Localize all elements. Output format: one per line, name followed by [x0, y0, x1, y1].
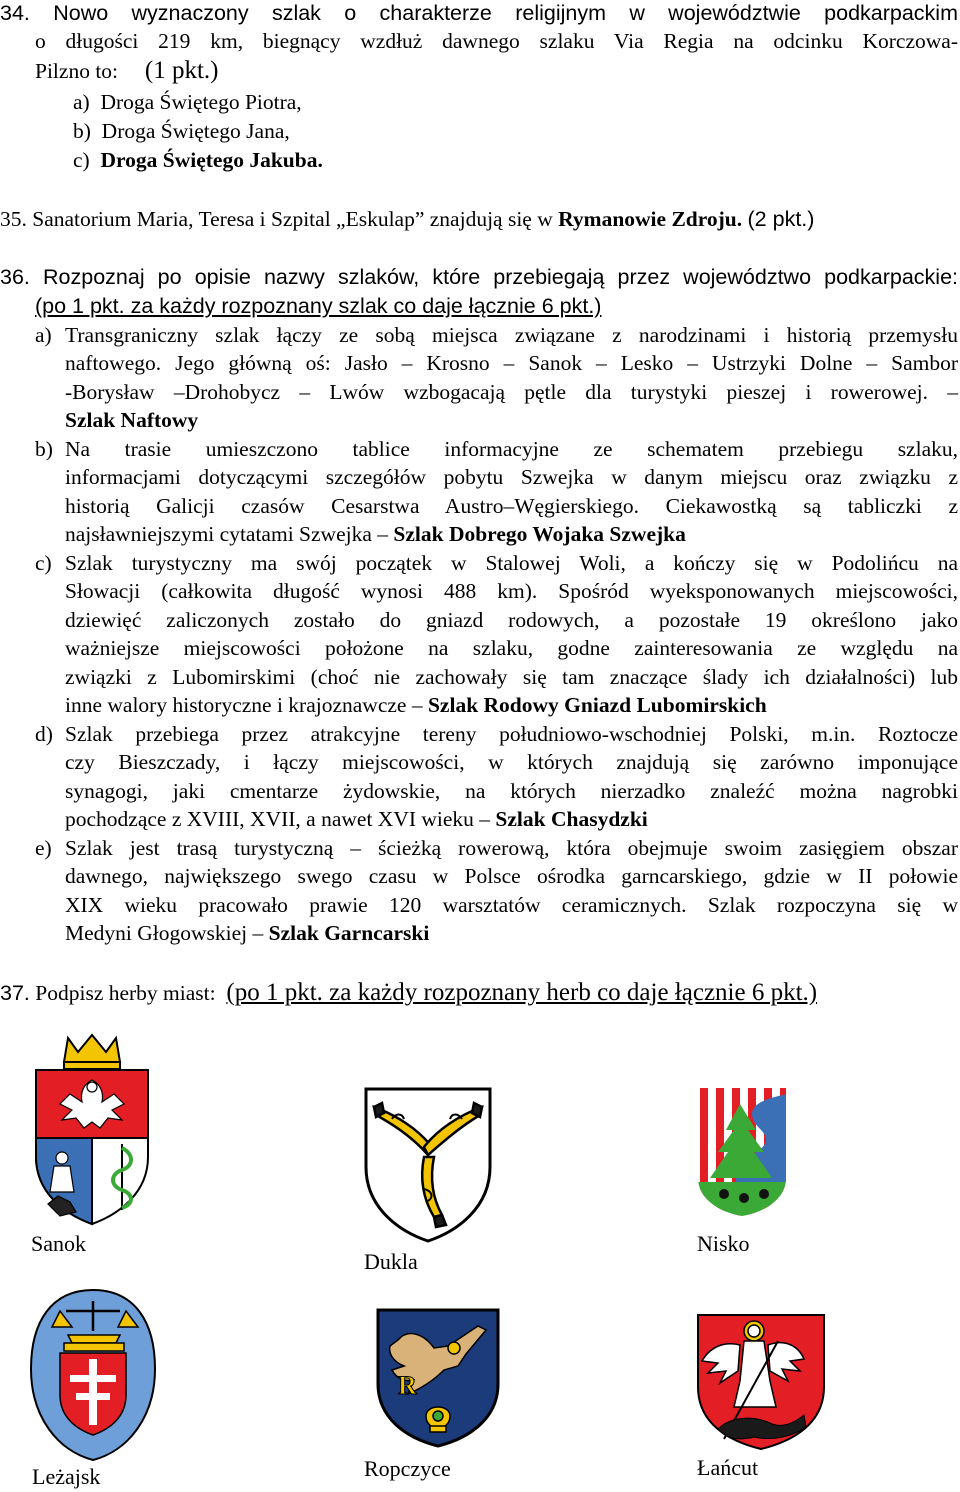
q34-points: (1 pkt.)	[144, 57, 219, 84]
dukla-coat-of-arms	[362, 1085, 494, 1243]
q35-line	[0, 205, 814, 233]
q36-number: 36.	[0, 265, 30, 289]
svg-text:R: R	[398, 1371, 417, 1400]
q36-e-l2: dawnego, największego swego czasu w Polsce ośrodka garncarskiego, gdzie w II połowie	[65, 864, 958, 888]
ropczyce-label: Ropczyce	[364, 1456, 451, 1481]
q36-a-l3: -Borysław –Drohobycz – Lwów wzbogacają pętle dla turystyki pieszej i rowerowej. –	[65, 380, 958, 404]
q36-b-l4	[65, 520, 686, 548]
q36-c-l1: Szlak turystyczny ma swój początek w Stalowej Woli, a kończy się w Podolińcu na	[65, 551, 958, 575]
ropczyce-coat-of-arms	[374, 1306, 502, 1450]
option-letter: c)	[73, 148, 90, 172]
q36-line1	[0, 263, 958, 291]
q36-b-l4-text: najsławniejszymi cytatami Szwejka –	[65, 522, 389, 546]
nisko-label: Nisko	[697, 1231, 750, 1256]
q36-b-answer: Szlak Dobrego Wojaka Szwejka	[393, 522, 686, 546]
q36-a-l1: Transgraniczny szlak łączy ze sobą miejsca związane z narodzinami i historią przemysłu	[65, 323, 958, 347]
q36-c-l5: związki z Lubomirskimi (choć nie zachowały się tam znaczące ślady ich działalności) lub	[65, 665, 958, 689]
q34-line2: o długości 219 km, biegnący wzdłuż dawnego szlaku Via Regia na odcinku Korczowa-	[35, 29, 958, 53]
dukla-label: Dukla	[364, 1249, 418, 1274]
q36-a-answer: Szlak Naftowy	[65, 408, 199, 432]
q36-d-l1: Szlak przebiega przez atrakcyjne tereny południowo-wschodniej Polski, m.in. Roztocze	[65, 722, 958, 746]
option-text: Droga Świętego Jana,	[101, 119, 290, 143]
q36-b-l2: informacjami dotyczącymi szczegółów pobytu Szwejka w danym miejscu oraz związku z	[65, 465, 958, 489]
option-text-answer: Droga Świętego Jakuba.	[100, 148, 323, 172]
lancut-coat-of-arms	[694, 1311, 828, 1451]
q36-c-l6	[65, 691, 767, 719]
q36-e-letter: e)	[35, 836, 52, 860]
q37-text: Podpisz herby miast:	[35, 981, 216, 1005]
q37-points: (po 1 pkt. za każdy rozpoznany herb co daje łącznie 6 pkt.)	[226, 979, 818, 1006]
q34-line3-text: Pilzno to:	[35, 59, 119, 83]
q36-c-l4: ważniejsze miejscowości położone na szlaku, godne zainteresowania ze względu na	[65, 636, 958, 660]
q36-d-l2: czy Bieszczady, i łączy miejscowości, w których znajdują się zarówno imponujące	[65, 750, 958, 774]
q36-line1-text: Rozpoznaj po opisie nazwy szlaków, które przebiegają przez województwo podkarpackie:	[43, 265, 958, 289]
q36-a-l2: naftowego. Jego główną oś: Jasło – Krosno – Sanok – Lesko – Ustrzyki Dolne – Sambor	[65, 351, 958, 375]
q36-c-l2: Słowacji (całkowita długość wynosi 488 km). Spośród wyeksponowanych miejscowości,	[65, 579, 958, 603]
nisko-coat-of-arms	[696, 1086, 788, 1218]
q35-text: Sanatorium Maria, Teresa i Szpital „Eskulap” znajdują się w	[32, 207, 553, 231]
q36-c-answer: Szlak Rodowy Gniazd Lubomirskich	[427, 693, 767, 717]
q36-d-l4-text: pochodzące z XVIII, XVII, a nawet XVI wieku –	[65, 807, 491, 831]
q36-e-answer: Szlak Garncarski	[268, 921, 430, 945]
q36-e-l3: XIX wieku pracowało prawie 120 warsztatów ceramicznych. Szlak rozpoczyna się w	[65, 893, 958, 917]
q34-line1-text: Nowo wyznaczony szlak o charakterze religijnym w województwie podkarpackim	[53, 1, 958, 25]
q36-d-l3: synagogi, jaki cmentarze żydowskie, na których nierzadko znaleźć można nagrobki	[65, 779, 958, 803]
q36-c-l6-text: inne walory historyczne i krajoznawcze –	[65, 693, 423, 717]
q36-d-letter: d)	[35, 722, 53, 746]
q36-points: (po 1 pkt. za każdy rozpoznany szlak co daje łącznie 6 pkt.)	[35, 294, 602, 318]
q34-option-c	[73, 146, 323, 174]
q36-b-l3: historią Galicji czasów Cesarstwa Austro–Węgierskiego. Ciekawostką są tabliczki z	[65, 494, 958, 518]
q36-e-l4-text: Medyni Głogowskiej –	[65, 921, 264, 945]
lezajsk-label: Leżajsk	[32, 1464, 101, 1489]
q34-option-b	[73, 117, 290, 145]
option-text: Droga Świętego Piotra,	[100, 90, 302, 114]
option-letter: b)	[73, 119, 91, 143]
q36-d-answer: Szlak Chasydzki	[495, 807, 648, 831]
option-letter: a)	[73, 90, 90, 114]
lezajsk-coat-of-arms	[28, 1287, 158, 1463]
sanok-coat-of-arms	[30, 1032, 155, 1227]
q34-line3	[35, 57, 219, 85]
q37-line	[0, 979, 817, 1007]
q35-number: 35.	[0, 207, 27, 231]
q36-b-l1: Na trasie umieszczono tablice informacyjne ze schematem przebiegu szlaku,	[65, 437, 958, 461]
q37-number: 37.	[0, 981, 30, 1005]
q36-c-letter: c)	[35, 551, 52, 575]
q35-answer: Rymanowie Zdroju.	[558, 207, 743, 231]
q35-points: (2 pkt.)	[747, 207, 815, 231]
q34-number: 34.	[0, 1, 30, 25]
q36-e-l1: Szlak jest trasą turystyczną – ścieżką rowerową, która obejmuje swoim zasięgiem obszar	[65, 836, 958, 860]
q36-e-l4	[65, 919, 429, 947]
q36-c-l3: dziewięć zaliczonych zostało do gniazd rodowych, a pozostałe 19 określono jako	[65, 608, 958, 632]
q36-b-letter: b)	[35, 437, 53, 461]
q36-d-l4	[65, 805, 648, 833]
q36-a-letter: a)	[35, 323, 52, 347]
q34-option-a	[73, 88, 302, 116]
sanok-label: Sanok	[31, 1231, 86, 1256]
lancut-label: Łańcut	[697, 1455, 759, 1480]
q34-line1	[0, 0, 958, 27]
